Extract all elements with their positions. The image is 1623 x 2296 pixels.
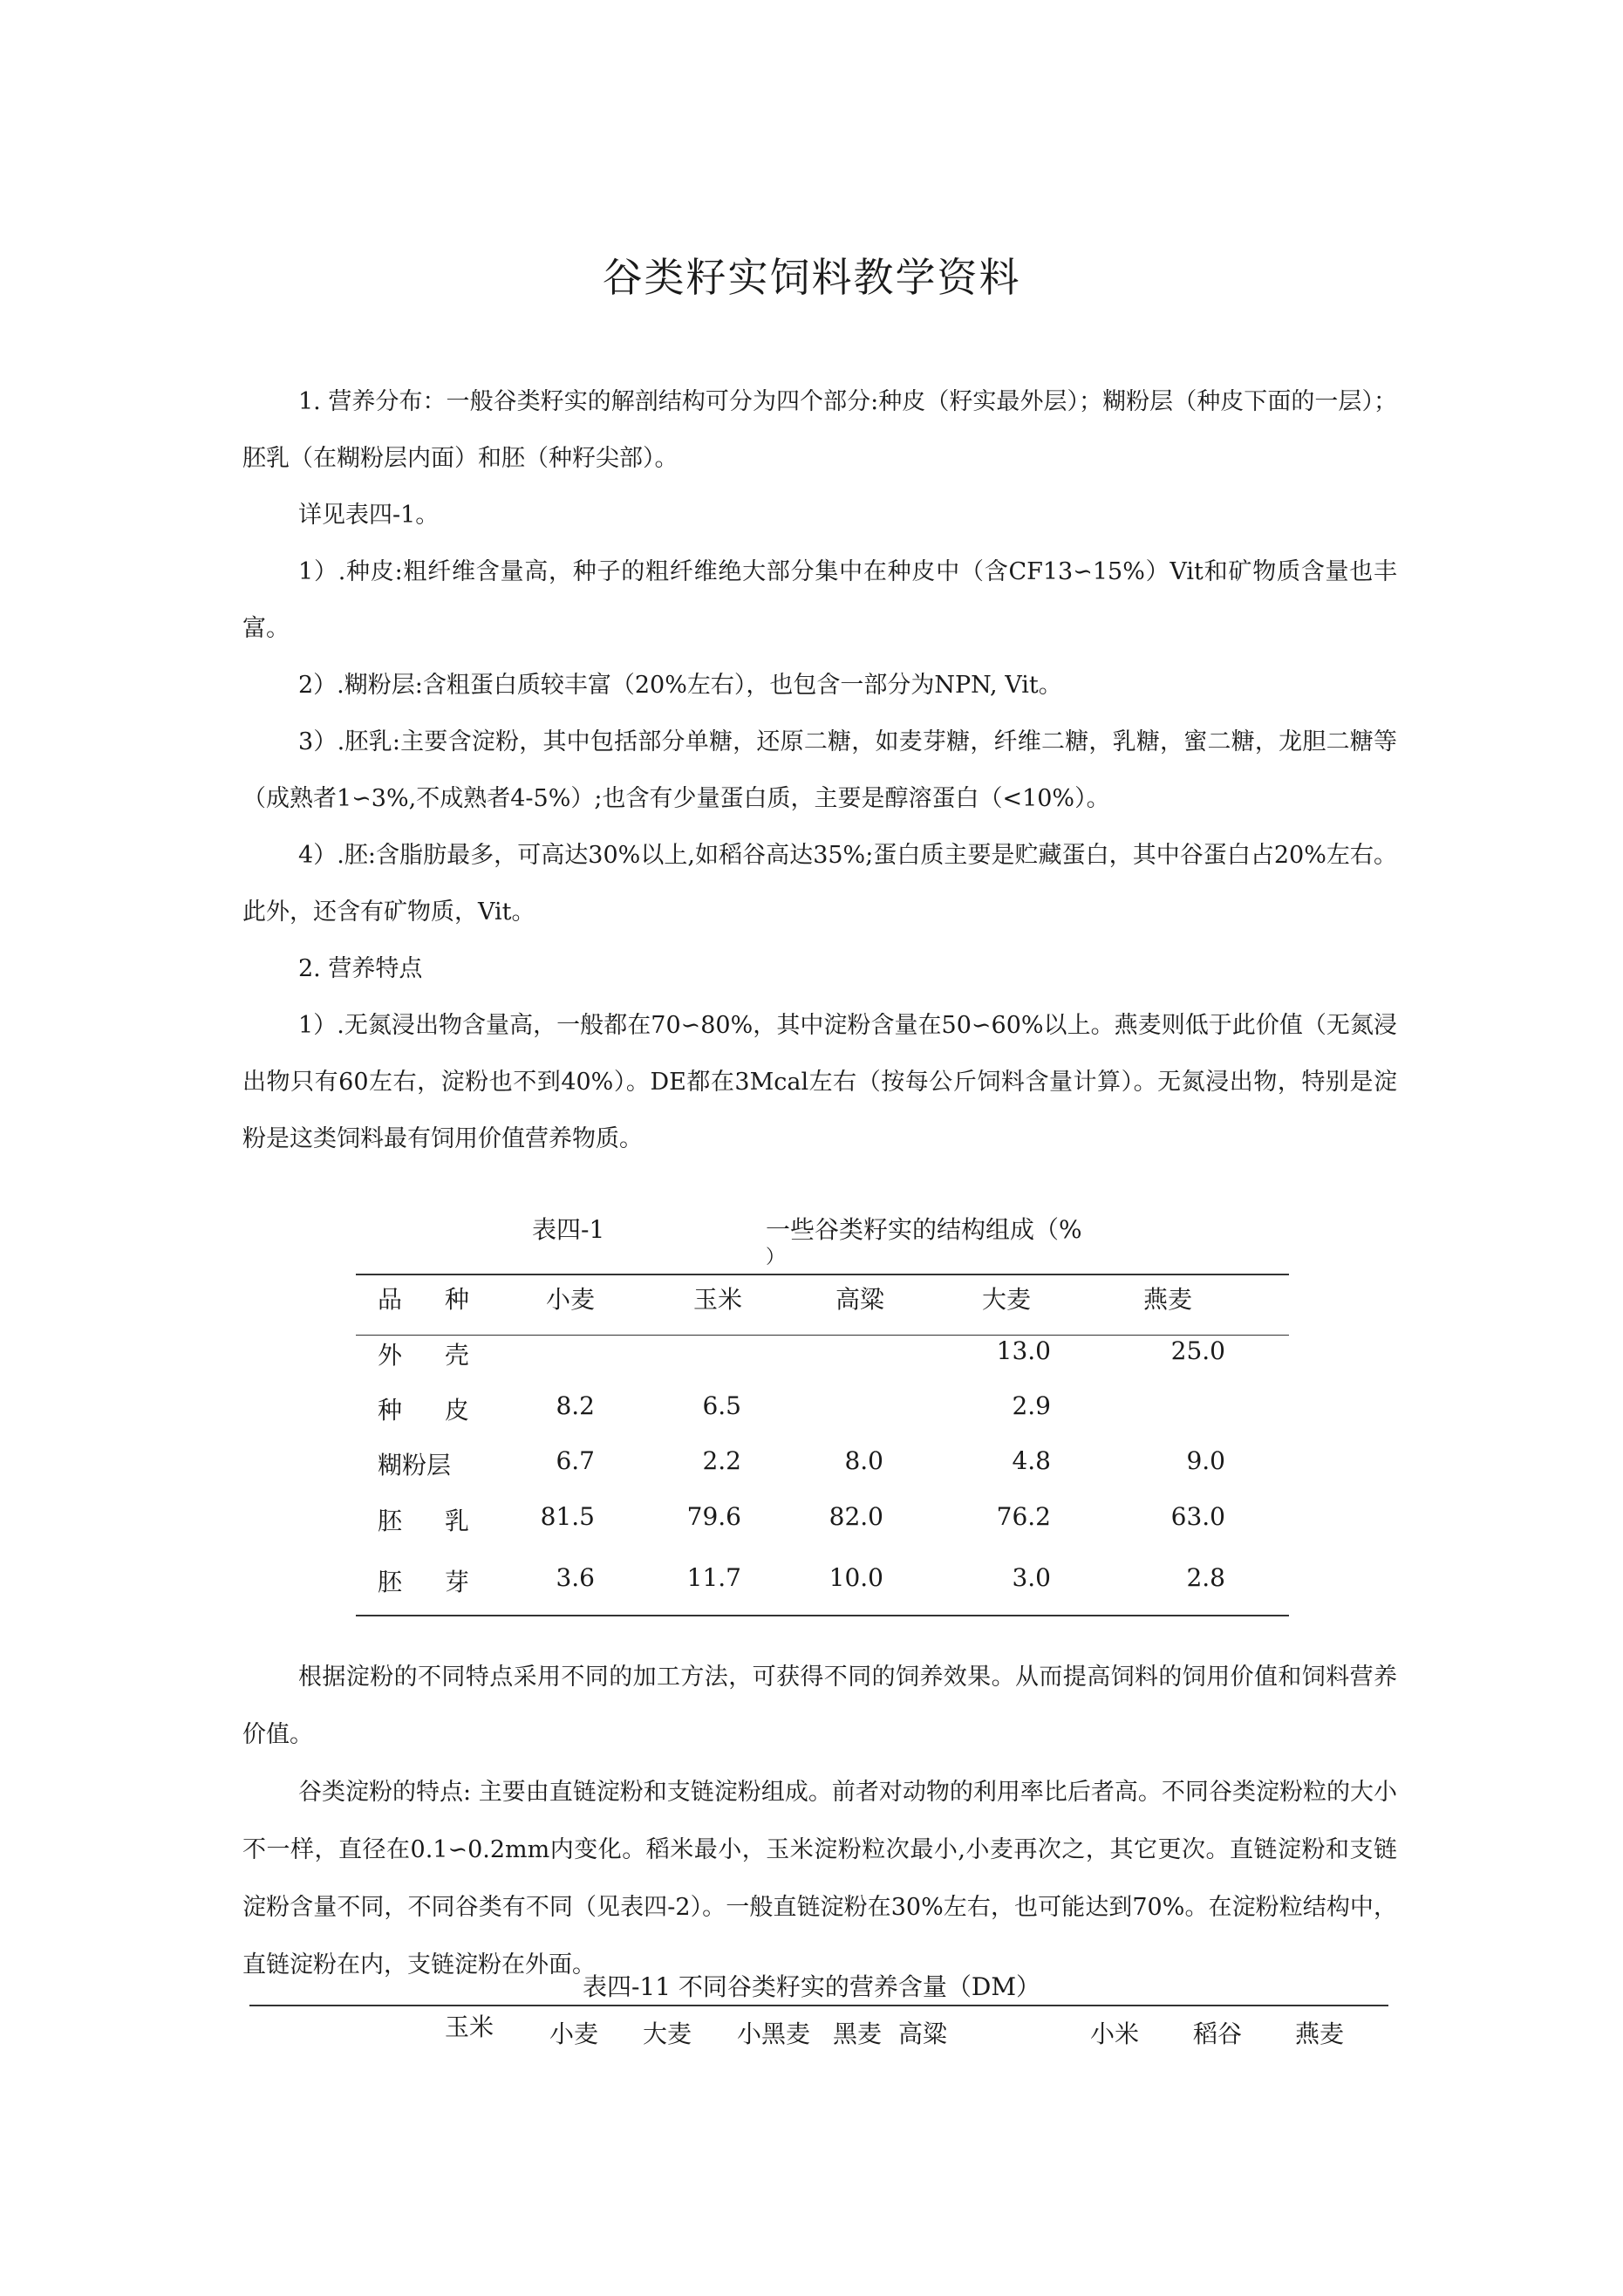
table1-header-cell: 燕麦 xyxy=(1143,1285,1193,1314)
table1-header-cell: 品 种 xyxy=(378,1285,487,1314)
table1-row-label: 外 壳 xyxy=(378,1341,487,1370)
table1-cell: 79.6 xyxy=(686,1502,741,1531)
table1-cell: 9.0 xyxy=(1186,1446,1225,1475)
table2-caption: 表四-11 不同谷类籽实的营养含量（DM） xyxy=(582,1972,1041,2001)
table1-cell: 2.8 xyxy=(1186,1563,1225,1592)
table2-header-cell: 燕麦 xyxy=(1295,2019,1345,2048)
table1-cell: 2.9 xyxy=(1012,1391,1051,1420)
table1-cell: 63.0 xyxy=(1170,1502,1225,1531)
paragraph: 根据淀粉的不同特点采用不同的加工方法，可获得不同的饲养效果。从而提高饲料的饲用价值和饲料营养价值。 xyxy=(242,1664,1397,1748)
paragraph: 1）.无氮浸出物含量高，一般都在70∽80%，其中淀粉含量在50∽60%以上。燕麦则低于此价值（无氮浸出物只有60左右，淀粉也不到40%）。DE都在3Mcal左右（按每公斤饲料含量计算）。无氮浸出物，特别是淀粉是这类饲料最有饲用价值营养物质。 xyxy=(242,1012,1397,1152)
table1-cell: 3.6 xyxy=(556,1563,595,1592)
body-section-1 xyxy=(242,373,1397,1167)
table1-cell: 6.7 xyxy=(556,1446,595,1475)
table2-header-cell: 小麦 xyxy=(549,2019,599,2048)
paragraph: 4）.胚:含脂肪最多，可高达30%以上,如稻谷高达35%;蛋白质主要是贮藏蛋白，其中谷蛋白占20%左右。此外，还含有矿物质，Vit。 xyxy=(242,842,1397,926)
table2-top-rule xyxy=(249,2005,1388,2006)
table1-top-rule xyxy=(356,1274,1289,1275)
table1-header-rule xyxy=(356,1335,1289,1336)
paragraph: 3）.胚乳:主要含淀粉，其中包括部分单糖，还原二糖，如麦芽糖，纤维二糖，乳糖，蜜二糖，龙胆二糖等（成熟者1∽3%,不成熟者4-5%）;也含有少量蛋白质，主要是醇溶蛋白（<10%）。 xyxy=(242,728,1397,812)
table2-header-cell: 小米 xyxy=(1090,2019,1140,2048)
table1-cell: 8.0 xyxy=(844,1446,883,1475)
table2-header-cell: 黑麦 xyxy=(833,2019,883,2048)
table1-cell: 6.5 xyxy=(702,1391,741,1420)
table1-cell: 8.2 xyxy=(556,1391,595,1420)
table1-header-cell: 玉米 xyxy=(693,1285,743,1314)
paragraph: 详见表四-1。 xyxy=(298,502,440,529)
table1-cell: 13.0 xyxy=(996,1336,1051,1365)
table1-header-cell: 大麦 xyxy=(982,1285,1032,1314)
table1-header-cell: 高粱 xyxy=(835,1285,885,1314)
table1-cell: 10.0 xyxy=(829,1563,883,1592)
document-title: 谷类籽实饲料教学资料 xyxy=(602,254,1021,301)
table1-bottom-rule xyxy=(356,1615,1289,1616)
table1-row-label: 胚 芽 xyxy=(378,1568,487,1596)
table2-header-cell: 大麦 xyxy=(643,2019,692,2048)
table1-cell: 2.2 xyxy=(702,1446,741,1475)
table1-row-label: 种 皮 xyxy=(378,1396,487,1425)
body-section-2 xyxy=(242,1649,1397,1994)
table1-title: 一些谷类籽实的结构组成（% xyxy=(766,1215,1082,1244)
table1-cell: 4.8 xyxy=(1012,1446,1051,1475)
table2-header-cell: 高粱 xyxy=(898,2019,948,2048)
paragraph: 2）.糊粉层:含粗蛋白质较丰富（20%左右），也包含一部分为NPN, Vit。 xyxy=(298,672,1062,699)
table1-row-label: 胚 乳 xyxy=(378,1507,487,1535)
table1-title-wrap: ） xyxy=(766,1247,786,1268)
paragraph: 1. 营养分布：一般谷类籽实的解剖结构可分为四个部分:种皮（籽实最外层）；糊粉层（种皮下面的一层）；胚乳（在糊粉层内面）和胚（种籽尖部）。 xyxy=(242,388,1397,472)
table2-header-cell: 玉米 xyxy=(445,2012,494,2041)
table1-cell: 11.7 xyxy=(686,1563,741,1592)
table1-number: 表四-1 xyxy=(532,1215,605,1244)
table1-cell: 81.5 xyxy=(540,1502,595,1531)
paragraph: 2. 营养特点 xyxy=(298,955,423,982)
table1-cell: 25.0 xyxy=(1170,1336,1225,1365)
table2-header-cell: 稻谷 xyxy=(1193,2019,1243,2048)
paragraph: 1）.种皮:粗纤维含量高，种子的粗纤维绝大部分集中在种皮中（含CF13∽15%）Vit和矿物质含量也丰富。 xyxy=(242,558,1397,642)
table2-header-cell: 小黑麦 xyxy=(737,2019,811,2048)
table1-cell: 76.2 xyxy=(996,1502,1051,1531)
paragraph: 谷类淀粉的特点: 主要由直链淀粉和支链淀粉组成。前者对动物的利用率比后者高。不同谷类淀粉粒的大小不一样，直径在0.1∽0.2mm内变化。稻米最小，玉米淀粉粒次最小,小麦再次之，其它更次。直链淀粉和支链淀粉含量不同，不同谷类有不同（见表四-2）。一般直链淀粉在30%左右，也可能达到70%。在淀粉粒结构中，直链淀粉在内，支链淀粉在外面。 xyxy=(242,1779,1397,1978)
table1-header-cell: 小麦 xyxy=(546,1285,596,1314)
table1-cell: 3.0 xyxy=(1012,1563,1051,1592)
table1-cell: 82.0 xyxy=(829,1502,883,1531)
table1-row-label: 糊粉层 xyxy=(378,1451,452,1479)
